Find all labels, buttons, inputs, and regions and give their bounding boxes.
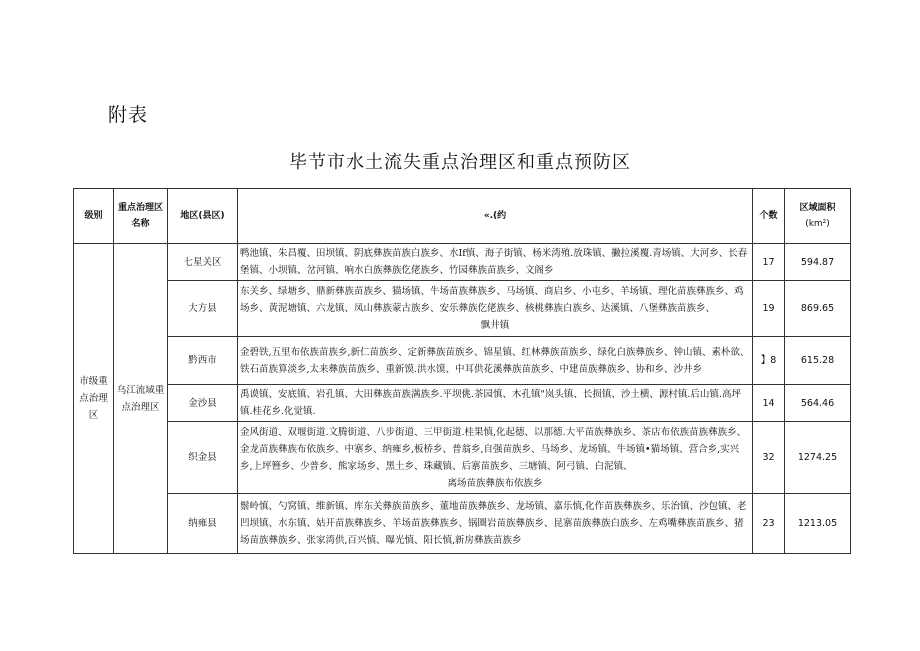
- table-row: [74, 494, 851, 554]
- count-cell: 23: [753, 494, 785, 554]
- table-row: [74, 422, 851, 494]
- header-level: 级别: [74, 189, 114, 244]
- count-cell: 14: [753, 385, 785, 422]
- document-title: 毕节市水土流失重点治理区和重点预防区: [289, 152, 631, 173]
- table-row: [74, 337, 851, 385]
- header-zone-name: 重点治理区名称: [114, 189, 168, 244]
- county-cell: 黔西市: [168, 337, 238, 385]
- towns-cell: 鬃岭慎、勺窝镇、维新镇、库东关彝族苗族乡、董地苗族彝族乡、龙场镇、嘉乐慎,化作苗族彝族乡、乐治镇、沙包镇、老凹坝镇、水东镇、姑开苗族彝族乡、羊场苗族彝族乡、锅圈岩苗族彝族乡、昆寨苗族彝族白族乡、左鸡嘴彝族苗族乡、猪场苗族彝族乡、张家湾供,百兴慎、曝光慎、阳长慎,新房彝族苗族乡: [238, 494, 753, 554]
- area-cell: 1274.25: [785, 422, 851, 494]
- table-header-row: [74, 189, 851, 244]
- count-cell: 17: [753, 244, 785, 281]
- level-cell: 市级重点治理区: [74, 244, 114, 554]
- towns-text: 金风街道、双堰街道.文腾街道、八步街道、三甲街道.桂果慎,化起德、以那德.大平苗族彝族乡、茶店布依族苗族彝族乡、金龙苗族彝族布依族乡、中寨乡、纳雍乡,板桥乡、普翁乡,自强苗族乡、马场乡、龙场镇、牛场镇•猫场镇、营合乡,实兴乡,上坪簪乡、少普乡、熊家场乡、黑土乡、珠藏镇、后寨苗族乡、三塘镇、阿弓镇、白泥镇、: [240, 426, 747, 472]
- count-cell: 】8: [753, 337, 785, 385]
- appendix-label: 附表: [108, 104, 149, 126]
- area-cell: 1213.05: [785, 494, 851, 554]
- county-cell: 织金县: [168, 422, 238, 494]
- towns-cell: 禹谟镇、安底镇、岩孔镇、大田彝族苗族满族乡.平坝佻.茶园慎、木孔镇"岚头镇、长损镇、沙土横、源村镇.后山镇.高坪镇.桂花乡.化觉镇.: [238, 385, 753, 422]
- area-cell: 615.28: [785, 337, 851, 385]
- county-cell: 金沙县: [168, 385, 238, 422]
- table-row: [74, 385, 851, 422]
- governance-zone-table: [73, 188, 851, 554]
- zone-name-cell: 乌江流域重点治理区: [114, 244, 168, 554]
- county-cell: 七星关区: [168, 244, 238, 281]
- county-cell: 纳雍县: [168, 494, 238, 554]
- towns-cell: [238, 281, 753, 337]
- header-area-label: 区域面积: [799, 203, 836, 213]
- towns-cell: 金碧铁,五里布依族苗族乡,新仁苗族乡、定新彝族苗族乡、锦星镇、红林彝族苗族乡、绿化白族彝族乡、钟山镇、素朴欲、铁石苗族算淡乡,太来彝族苗族乡、重新馍.洪水馍、中耳供花溪彝族苗族乡、中建苗族彝族乡、协和乡、沙井乡: [238, 337, 753, 385]
- table-row: [74, 281, 851, 337]
- header-area-unit: (km²): [805, 219, 830, 229]
- towns-cell: [238, 422, 753, 494]
- count-cell: 19: [753, 281, 785, 337]
- header-area: [785, 189, 851, 244]
- header-towns: «.(约: [238, 189, 753, 244]
- area-cell: 594.87: [785, 244, 851, 281]
- area-cell: 869.65: [785, 281, 851, 337]
- count-cell: 32: [753, 422, 785, 494]
- towns-cell: 鸭池镇、朱昌覆、田坝镇、阴底彝族苗族白族乡、水If慎、海子街镇、杨米湾殖.放珠镇、撇拉溪覆.青场镇、大河乡、长春堡镇、小坝镇、岔河镇、响水白族彝族仡佬族乡、竹园彝族苗族乡、文阁乡: [238, 244, 753, 281]
- area-cell: 564.46: [785, 385, 851, 422]
- header-count: 个数: [753, 189, 785, 244]
- header-county: 地区(县区): [168, 189, 238, 244]
- county-cell: 大方县: [168, 281, 238, 337]
- table-row: [74, 244, 851, 281]
- towns-tail: 飘井镇: [480, 320, 510, 331]
- towns-tail: 离场苗族彝族布依族乡: [447, 477, 543, 489]
- towns-text: 东关乡、绿塘乡、鼎新彝族苗族乡、猫场镇、牛场苗族彝族乡、马场镇、商启乡、小屯乡、羊场镇、理化苗族彝族乡、鸡场乡、黄泥塘镇、六龙镇、凤山彝族蒙古族乡、安乐彝族仡佬族乡、核桃彝族白族乡、达溪镇、八堡彝族苗族乡、: [240, 286, 744, 314]
